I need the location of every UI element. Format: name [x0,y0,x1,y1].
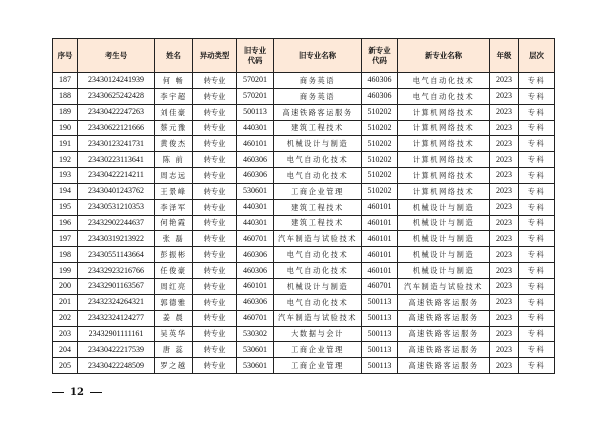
cell-year: 2023 [490,88,519,104]
cell-year: 2023 [490,183,519,199]
footer-dash-right [90,392,102,393]
cell-year: 2023 [490,263,519,279]
cell-level: 专科 [519,231,555,247]
cell-year: 2023 [490,310,519,326]
cell-change-type: 转专业 [193,263,237,279]
cell-old-name: 机械设计与制造 [274,136,362,152]
cell-name: 郭德雅 [155,294,193,310]
cell-exam-no: 23430422214211 [78,168,155,184]
cell-new-name: 机械设计与制造 [398,247,490,263]
cell-old-code: 460306 [237,152,274,168]
cell-new-name: 机械设计与制造 [398,263,490,279]
cell-name: 周志远 [155,168,193,184]
cell-new-code: 500113 [362,358,398,374]
cell-seq: 194 [53,183,78,199]
cell-old-name: 建筑工程技术 [274,199,362,215]
cell-old-name: 高速铁路客运服务 [274,104,362,120]
cell-year: 2023 [490,152,519,168]
cell-name: 黄俊杰 [155,136,193,152]
cell-level: 专科 [519,88,555,104]
cell-change-type: 转专业 [193,73,237,89]
header-year: 年级 [490,39,519,73]
cell-year: 2023 [490,294,519,310]
cell-name: 张 磊 [155,231,193,247]
cell-level: 专科 [519,199,555,215]
cell-new-name: 高速铁路客运服务 [398,326,490,342]
cell-year: 2023 [490,326,519,342]
cell-level: 专科 [519,183,555,199]
cell-level: 专科 [519,278,555,294]
cell-change-type: 转专业 [193,168,237,184]
cell-level: 专科 [519,342,555,358]
cell-new-name: 电气自动化技术 [398,73,490,89]
cell-seq: 203 [53,326,78,342]
cell-old-name: 建筑工程技术 [274,215,362,231]
cell-exam-no: 23432923216766 [78,263,155,279]
cell-year: 2023 [490,199,519,215]
cell-old-name: 电气自动化技术 [274,263,362,279]
cell-name: 刘佳豪 [155,104,193,120]
cell-old-name: 建筑工程技术 [274,120,362,136]
table-row [53,136,555,152]
cell-change-type: 转专业 [193,358,237,374]
cell-year: 2023 [490,168,519,184]
cell-change-type: 转专业 [193,278,237,294]
cell-seq: 204 [53,342,78,358]
cell-exam-no: 23430422248509 [78,358,155,374]
cell-level: 专科 [519,310,555,326]
cell-old-name: 商务英语 [274,88,362,104]
cell-old-code: 460306 [237,263,274,279]
cell-old-code: 570201 [237,88,274,104]
cell-new-name: 计算机网络技术 [398,183,490,199]
cell-old-code: 530601 [237,342,274,358]
cell-name: 吴英华 [155,326,193,342]
cell-change-type: 转专业 [193,183,237,199]
cell-old-code: 570201 [237,73,274,89]
cell-seq: 201 [53,294,78,310]
cell-level: 专科 [519,294,555,310]
cell-name: 罗之越 [155,358,193,374]
table-row [53,152,555,168]
cell-level: 专科 [519,120,555,136]
cell-name: 任俊豪 [155,263,193,279]
cell-old-name: 工商企业管理 [274,183,362,199]
cell-name: 周红亮 [155,278,193,294]
cell-exam-no: 23432324124277 [78,310,155,326]
cell-new-name: 机械设计与制造 [398,199,490,215]
table-row [53,73,555,89]
cell-new-code: 500113 [362,294,398,310]
cell-name: 李泽军 [155,199,193,215]
cell-level: 专科 [519,247,555,263]
header-change-type: 异动类型 [193,39,237,73]
cell-new-name: 汽车制造与试验技术 [398,278,490,294]
cell-change-type: 转专业 [193,247,237,263]
cell-seq: 187 [53,73,78,89]
cell-new-name: 高速铁路客运服务 [398,342,490,358]
cell-old-name: 电气自动化技术 [274,152,362,168]
header-old-code: 旧专业 代码 [237,39,274,73]
cell-new-name: 计算机网络技术 [398,168,490,184]
cell-seq: 192 [53,152,78,168]
cell-name: 彭振彬 [155,247,193,263]
cell-old-name: 汽车制造与试验技术 [274,231,362,247]
cell-new-code: 510202 [362,120,398,136]
cell-year: 2023 [490,104,519,120]
table-row [53,310,555,326]
cell-new-code: 500113 [362,342,398,358]
cell-name: 何 畅 [155,73,193,89]
cell-old-name: 汽车制造与试验技术 [274,310,362,326]
cell-old-name: 电气自动化技术 [274,294,362,310]
table-row [53,358,555,374]
cell-level: 专科 [519,104,555,120]
cell-exam-no: 23430124241939 [78,73,155,89]
cell-change-type: 转专业 [193,104,237,120]
cell-name: 陈 前 [155,152,193,168]
table-row [53,104,555,120]
cell-new-name: 计算机网络技术 [398,120,490,136]
cell-change-type: 转专业 [193,231,237,247]
cell-year: 2023 [490,120,519,136]
cell-old-name: 大数据与会计 [274,326,362,342]
cell-change-type: 转专业 [193,120,237,136]
cell-name: 何艳霞 [155,215,193,231]
cell-old-name: 工商企业管理 [274,342,362,358]
cell-level: 专科 [519,263,555,279]
cell-new-code: 500113 [362,310,398,326]
cell-old-code: 460306 [237,294,274,310]
cell-level: 专科 [519,168,555,184]
cell-old-code: 500113 [237,104,274,120]
cell-new-code: 460101 [362,263,398,279]
cell-new-name: 机械设计与制造 [398,215,490,231]
cell-new-code: 510202 [362,104,398,120]
cell-old-code: 460701 [237,231,274,247]
table-header-row [53,39,555,73]
cell-old-name: 电气自动化技术 [274,168,362,184]
header-name: 姓名 [155,39,193,73]
cell-new-name: 高速铁路客运服务 [398,294,490,310]
cell-level: 专科 [519,326,555,342]
cell-new-code: 460101 [362,231,398,247]
cell-change-type: 转专业 [193,310,237,326]
cell-exam-no: 23432901111161 [78,326,155,342]
table-row [53,247,555,263]
cell-exam-no: 23430319213922 [78,231,155,247]
cell-seq: 196 [53,215,78,231]
cell-seq: 198 [53,247,78,263]
cell-new-name: 机械设计与制造 [398,231,490,247]
table-row [53,263,555,279]
cell-exam-no: 23432901163567 [78,278,155,294]
cell-new-code: 460701 [362,278,398,294]
cell-old-code: 460101 [237,136,274,152]
cell-name: 李宇超 [155,88,193,104]
cell-level: 专科 [519,73,555,89]
table-row [53,231,555,247]
cell-level: 专科 [519,152,555,168]
cell-old-code: 440301 [237,215,274,231]
cell-new-code: 460306 [362,88,398,104]
footer-dash-left [52,392,64,393]
cell-year: 2023 [490,231,519,247]
cell-level: 专科 [519,136,555,152]
cell-seq: 197 [53,231,78,247]
cell-change-type: 转专业 [193,342,237,358]
student-transfer-table [52,38,555,374]
cell-exam-no: 23430551143664 [78,247,155,263]
header-old-name: 旧专业名称 [274,39,362,73]
cell-seq: 193 [53,168,78,184]
cell-exam-no: 23430531210353 [78,199,155,215]
cell-name: 王景峰 [155,183,193,199]
cell-new-code: 510202 [362,152,398,168]
cell-year: 2023 [490,247,519,263]
cell-new-name: 高速铁路客运服务 [398,358,490,374]
table-row [53,278,555,294]
cell-level: 专科 [519,358,555,374]
cell-seq: 188 [53,88,78,104]
cell-old-code: 460306 [237,247,274,263]
cell-old-code: 530601 [237,183,274,199]
cell-seq: 195 [53,199,78,215]
table-row [53,294,555,310]
cell-old-code: 530601 [237,358,274,374]
cell-old-code: 530302 [237,326,274,342]
cell-change-type: 转专业 [193,215,237,231]
table-row [53,168,555,184]
cell-new-code: 510202 [362,136,398,152]
cell-seq: 205 [53,358,78,374]
cell-seq: 190 [53,120,78,136]
cell-new-name: 计算机网络技术 [398,136,490,152]
cell-new-name: 计算机网络技术 [398,152,490,168]
cell-change-type: 转专业 [193,88,237,104]
table-row [53,120,555,136]
cell-year: 2023 [490,215,519,231]
cell-old-code: 440301 [237,199,274,215]
cell-exam-no: 23430622121666 [78,120,155,136]
cell-year: 2023 [490,278,519,294]
cell-new-name: 计算机网络技术 [398,104,490,120]
header-new-code: 新专业 代码 [362,39,398,73]
table-row [53,88,555,104]
cell-seq: 189 [53,104,78,120]
cell-old-code: 460101 [237,278,274,294]
cell-exam-no: 23430422247263 [78,104,155,120]
cell-old-name: 电气自动化技术 [274,247,362,263]
cell-seq: 200 [53,278,78,294]
header-level: 层次 [519,39,555,73]
cell-old-code: 440301 [237,120,274,136]
cell-year: 2023 [490,73,519,89]
cell-change-type: 转专业 [193,326,237,342]
cell-new-code: 460101 [362,215,398,231]
cell-change-type: 转专业 [193,294,237,310]
cell-seq: 191 [53,136,78,152]
header-exam-no: 考生号 [78,39,155,73]
table-row [53,326,555,342]
cell-year: 2023 [490,358,519,374]
cell-new-code: 460101 [362,247,398,263]
cell-old-name: 工商企业管理 [274,358,362,374]
cell-old-code: 460701 [237,310,274,326]
cell-seq: 199 [53,263,78,279]
cell-exam-no: 23430401243762 [78,183,155,199]
cell-exam-no: 23430123241731 [78,136,155,152]
cell-exam-no: 23432902244637 [78,215,155,231]
cell-exam-no: 23430422217539 [78,342,155,358]
cell-old-name: 机械设计与制造 [274,278,362,294]
cell-new-code: 510202 [362,183,398,199]
cell-exam-no: 23430625242428 [78,88,155,104]
cell-change-type: 转专业 [193,136,237,152]
cell-exam-no: 23432324264321 [78,294,155,310]
cell-new-name: 电气自动化技术 [398,88,490,104]
cell-name: 蔡元豫 [155,120,193,136]
cell-old-name: 商务英语 [274,73,362,89]
header-seq: 序号 [53,39,78,73]
header-new-name: 新专业名称 [398,39,490,73]
cell-seq: 202 [53,310,78,326]
cell-change-type: 转专业 [193,152,237,168]
cell-name: 唐 蕊 [155,342,193,358]
cell-old-code: 460306 [237,168,274,184]
cell-change-type: 转专业 [193,199,237,215]
cell-new-code: 500113 [362,326,398,342]
table-row [53,183,555,199]
cell-exam-no: 23430223113641 [78,152,155,168]
cell-name: 姜 晨 [155,310,193,326]
page-footer [52,387,102,398]
table-row [53,342,555,358]
table-row [53,199,555,215]
cell-level: 专科 [519,215,555,231]
page-number: 12 [70,387,84,398]
cell-new-code: 510202 [362,168,398,184]
cell-new-code: 460101 [362,199,398,215]
cell-new-code: 460306 [362,73,398,89]
cell-new-name: 高速铁路客运服务 [398,310,490,326]
table-row [53,215,555,231]
cell-year: 2023 [490,342,519,358]
cell-year: 2023 [490,136,519,152]
